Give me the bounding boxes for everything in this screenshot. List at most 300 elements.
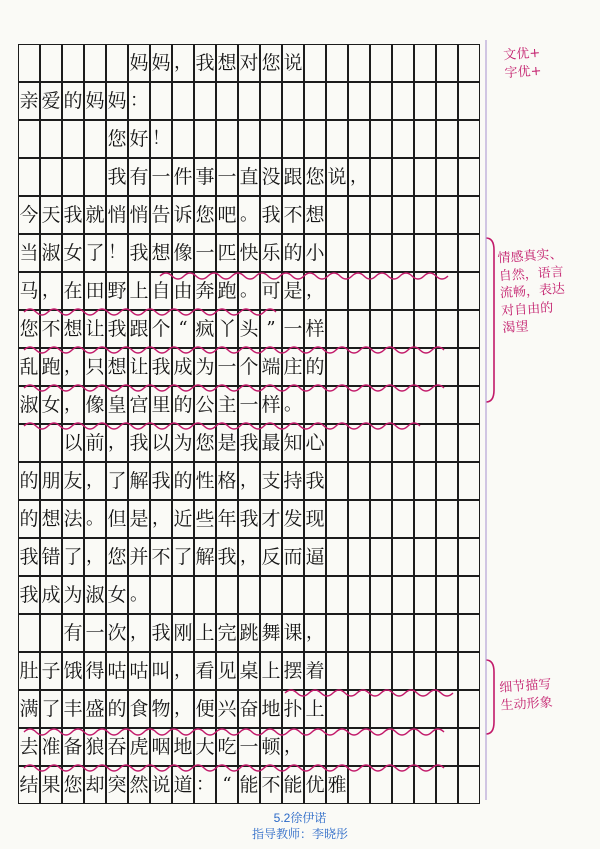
grid-cell <box>348 82 370 120</box>
grid-cell <box>458 728 480 766</box>
grid-cell <box>326 462 348 500</box>
grid-cell <box>348 196 370 234</box>
grid-cell: 了 <box>106 462 128 500</box>
grid-cell: 我 <box>260 196 282 234</box>
grid-row <box>18 386 480 424</box>
grid-cell <box>348 766 370 804</box>
grid-cell: 成 <box>172 348 194 386</box>
grid-cell <box>282 576 304 614</box>
grid-cell <box>392 538 414 576</box>
grid-cell <box>392 424 414 462</box>
grid-cell: 以 <box>62 424 84 462</box>
grid-cell <box>458 424 480 462</box>
grid-cell: 端 <box>260 348 282 386</box>
grid-cell: 奋 <box>238 690 260 728</box>
grid-row <box>18 82 480 120</box>
grid-cell: 一 <box>216 348 238 386</box>
grid-cell <box>84 120 106 158</box>
grid-cell: 您 <box>62 766 84 804</box>
grid-cell <box>238 82 260 120</box>
grid-cell: 的 <box>282 234 304 272</box>
grid-cell: ， <box>172 652 194 690</box>
grid-cell: 想 <box>40 500 62 538</box>
grid-cell <box>260 576 282 614</box>
grid-cell <box>348 728 370 766</box>
grid-cell <box>458 196 480 234</box>
grid-cell: 性 <box>194 462 216 500</box>
grid-cell: 我 <box>18 538 40 576</box>
grid-cell: 大 <box>194 728 216 766</box>
grid-cell: 才 <box>260 500 282 538</box>
grid-cell: 公 <box>194 386 216 424</box>
grid-cell <box>348 576 370 614</box>
grid-cell: 您 <box>106 120 128 158</box>
grid-cell: 对 <box>238 44 260 82</box>
grid-cell: 。 <box>238 196 260 234</box>
grid-cell <box>436 614 458 652</box>
grid-cell <box>40 614 62 652</box>
grid-cell <box>392 386 414 424</box>
grid-cell: 女 <box>40 386 62 424</box>
grid-cell: 解 <box>128 462 150 500</box>
grid-cell: 朋 <box>40 462 62 500</box>
grid-cell: 心 <box>304 424 326 462</box>
grid-cell: 地 <box>172 728 194 766</box>
grid-cell <box>458 158 480 196</box>
grid-cell: 。 <box>282 386 304 424</box>
grid-cell <box>414 728 436 766</box>
grid-cell <box>348 614 370 652</box>
grid-cell <box>392 272 414 310</box>
grid-cell: 然 <box>128 766 150 804</box>
margin-bracket <box>486 238 494 402</box>
grid-cell: 但 <box>106 500 128 538</box>
grid-cell: 皇 <box>106 386 128 424</box>
grid-cell <box>18 44 40 82</box>
grid-cell: 淑 <box>40 234 62 272</box>
grid-cell <box>18 158 40 196</box>
grid-cell <box>414 576 436 614</box>
grid-cell <box>436 348 458 386</box>
grid-cell: 的 <box>18 500 40 538</box>
grid-cell <box>370 158 392 196</box>
grid-cell: 说 <box>326 158 348 196</box>
grid-row <box>18 234 480 272</box>
grid-cell <box>414 272 436 310</box>
grid-cell <box>392 652 414 690</box>
grid-cell <box>392 310 414 348</box>
grid-cell <box>348 462 370 500</box>
grid-cell <box>414 82 436 120</box>
grid-cell: 没 <box>260 158 282 196</box>
grid-cell <box>414 424 436 462</box>
grid-cell: 小 <box>304 234 326 272</box>
grid-cell: 是 <box>282 272 304 310</box>
grid-cell: 当 <box>18 234 40 272</box>
grid-cell <box>194 82 216 120</box>
grid-cell: 桌 <box>238 652 260 690</box>
grid-cell: ， <box>128 614 150 652</box>
grid-cell: 反 <box>260 538 282 576</box>
grid-cell <box>414 500 436 538</box>
grid-cell <box>348 538 370 576</box>
grid-cell: 而 <box>282 538 304 576</box>
grid-cell <box>436 272 458 310</box>
grid-cell <box>194 120 216 158</box>
grid-cell: 看 <box>194 652 216 690</box>
grid-cell <box>370 538 392 576</box>
grid-cell: 的 <box>62 82 84 120</box>
grid-cell: ， <box>84 462 106 500</box>
grid-cell <box>304 576 326 614</box>
grid-cell: 吧 <box>216 196 238 234</box>
grid-cell: 满 <box>18 690 40 728</box>
grid-cell: 不 <box>282 196 304 234</box>
grid-cell <box>458 500 480 538</box>
grid-cell: 法 <box>62 500 84 538</box>
grid-row <box>18 424 480 462</box>
grid-cell: 里 <box>150 386 172 424</box>
grid-cell: 刚 <box>172 614 194 652</box>
grid-cell: 匹 <box>216 234 238 272</box>
grid-cell: 有 <box>128 158 150 196</box>
grid-cell <box>348 234 370 272</box>
grid-cell <box>84 44 106 82</box>
grid-cell <box>392 690 414 728</box>
grid-cell: ！ <box>106 234 128 272</box>
grid-row <box>18 690 480 728</box>
grid-cell: 主 <box>216 386 238 424</box>
grid-cell <box>370 652 392 690</box>
grid-cell: 一 <box>238 728 260 766</box>
grid-cell <box>414 310 436 348</box>
grid-cell: ， <box>84 538 106 576</box>
grid-cell <box>414 462 436 500</box>
grid-cell: 我 <box>194 44 216 82</box>
grid-cell: 友 <box>62 462 84 500</box>
grid-cell <box>458 120 480 158</box>
grid-cell <box>458 614 480 652</box>
grid-cell <box>40 44 62 82</box>
grid-cell: ， <box>238 462 260 500</box>
grid-cell: “ <box>172 310 194 348</box>
grid-cell: 近 <box>172 500 194 538</box>
grid-cell <box>304 82 326 120</box>
margin-note-detail: 细节描写 生动形象 <box>498 677 554 714</box>
grid-cell: 上 <box>128 272 150 310</box>
grid-cell <box>348 500 370 538</box>
grid-row <box>18 348 480 386</box>
margin-bracket <box>486 660 494 734</box>
grid-cell <box>326 196 348 234</box>
grid-cell <box>392 348 414 386</box>
grid-cell: ， <box>282 728 304 766</box>
grid-cell <box>282 82 304 120</box>
grid-cell <box>238 576 260 614</box>
grid-cell <box>348 424 370 462</box>
grid-cell: 一 <box>84 614 106 652</box>
grid-cell <box>348 652 370 690</box>
grid-cell: 不 <box>40 310 62 348</box>
grid-cell: 得 <box>84 652 106 690</box>
grid-cell: 跑 <box>216 272 238 310</box>
grid-cell: 能 <box>238 766 260 804</box>
grid-cell: 顿 <box>260 728 282 766</box>
grid-cell: 上 <box>194 614 216 652</box>
grid-cell <box>370 500 392 538</box>
grid-cell: 了 <box>40 690 62 728</box>
grid-cell <box>414 766 436 804</box>
grid-cell: ， <box>150 500 172 538</box>
grid-cell <box>436 82 458 120</box>
grid-cell: 能 <box>282 766 304 804</box>
grid-cell <box>458 462 480 500</box>
grid-cell: 发 <box>282 500 304 538</box>
grid-row <box>18 158 480 196</box>
grid-cell: ， <box>172 690 194 728</box>
grid-cell <box>62 44 84 82</box>
grid-cell: 最 <box>260 424 282 462</box>
grid-cell: 去 <box>18 728 40 766</box>
grid-cell: 我 <box>150 462 172 500</box>
grid-cell <box>370 82 392 120</box>
grid-cell <box>260 82 282 120</box>
grid-cell: 妈 <box>128 44 150 82</box>
grid-cell <box>238 120 260 158</box>
grid-cell <box>326 310 348 348</box>
grid-cell: 天 <box>40 196 62 234</box>
grid-cell <box>436 538 458 576</box>
grid-cell <box>458 44 480 82</box>
grid-cell <box>414 538 436 576</box>
grid-cell: 有 <box>62 614 84 652</box>
grid-cell <box>348 690 370 728</box>
grid-cell: 准 <box>40 728 62 766</box>
grid-cell: 样 <box>260 386 282 424</box>
grid-cell: 逼 <box>304 538 326 576</box>
grid-cell: 说 <box>150 766 172 804</box>
grid-cell: 子 <box>40 652 62 690</box>
grid-cell <box>348 44 370 82</box>
grid-cell: 今 <box>18 196 40 234</box>
grid-cell: 妈 <box>150 44 172 82</box>
grid-cell <box>326 234 348 272</box>
grid-cell: 扑 <box>282 690 304 728</box>
grid-cell <box>414 196 436 234</box>
grid-cell: 乱 <box>18 348 40 386</box>
grid-cell: 的 <box>18 462 40 500</box>
grid-cell: 想 <box>106 348 128 386</box>
grid-cell: 可 <box>260 272 282 310</box>
grid-cell: 兴 <box>216 690 238 728</box>
grid-cell: 我 <box>150 614 172 652</box>
grid-cell: 为 <box>194 348 216 386</box>
grid-cell: 件 <box>172 158 194 196</box>
grid-cell <box>326 120 348 158</box>
grid-cell: 只 <box>84 348 106 386</box>
grid-cell: 为 <box>172 424 194 462</box>
grid-cell: 吃 <box>216 728 238 766</box>
grid-cell: 好 <box>128 120 150 158</box>
grid-cell <box>326 728 348 766</box>
grid-cell <box>348 310 370 348</box>
grid-cell: 错 <box>40 538 62 576</box>
grid-cell <box>436 766 458 804</box>
grid-cell: ， <box>106 424 128 462</box>
grid-cell <box>392 500 414 538</box>
grid-cell <box>436 500 458 538</box>
grid-cell: 想 <box>216 44 238 82</box>
grid-cell <box>326 690 348 728</box>
grid-cell <box>348 386 370 424</box>
grid-row <box>18 44 480 82</box>
grid-cell: 丰 <box>62 690 84 728</box>
grid-cell <box>326 386 348 424</box>
grid-cell: 淑 <box>84 576 106 614</box>
grid-cell <box>436 234 458 272</box>
grid-cell: 。 <box>128 576 150 614</box>
grid-cell: ： <box>128 82 150 120</box>
grid-cell <box>348 272 370 310</box>
grid-cell <box>370 614 392 652</box>
grid-cell: 我 <box>106 310 128 348</box>
grid-cell <box>370 234 392 272</box>
grid-cell: 食 <box>128 690 150 728</box>
grid-cell <box>194 576 216 614</box>
grid-cell: 跟 <box>128 310 150 348</box>
grid-cell <box>150 82 172 120</box>
grid-cell: 丫 <box>216 310 238 348</box>
grid-cell <box>150 576 172 614</box>
grid-cell: 盛 <box>84 690 106 728</box>
grid-cell: 告 <box>150 196 172 234</box>
grid-cell <box>436 310 458 348</box>
grid-cell <box>84 158 106 196</box>
grid-cell: 的 <box>304 348 326 386</box>
grid-cell <box>392 120 414 158</box>
grid-cell: 妈 <box>84 82 106 120</box>
grid-cell <box>392 614 414 652</box>
grid-cell <box>436 690 458 728</box>
grid-cell <box>414 120 436 158</box>
grid-cell: 我 <box>128 234 150 272</box>
grid-cell <box>370 690 392 728</box>
grid-cell: 马 <box>18 272 40 310</box>
grid-cell <box>370 272 392 310</box>
grid-cell: 乐 <box>260 234 282 272</box>
grid-cell: 我 <box>62 196 84 234</box>
grid-cell: 由 <box>172 272 194 310</box>
grid-cell: 格 <box>216 462 238 500</box>
grid-cell: 您 <box>194 196 216 234</box>
grid-cell <box>458 386 480 424</box>
grid-cell: “ <box>216 766 238 804</box>
grid-cell: 摆 <box>282 652 304 690</box>
grid-row <box>18 500 480 538</box>
grid-cell: 现 <box>304 500 326 538</box>
grid-cell: ， <box>172 44 194 82</box>
grid-cell <box>414 44 436 82</box>
grid-cell <box>172 120 194 158</box>
grid-cell: 解 <box>194 538 216 576</box>
grid-cell <box>348 348 370 386</box>
grid-cell: 想 <box>62 310 84 348</box>
grid-cell <box>304 386 326 424</box>
grid-row <box>18 766 480 804</box>
grid-cell <box>458 310 480 348</box>
grid-cell: 田 <box>84 272 106 310</box>
grid-cell: 奔 <box>194 272 216 310</box>
grid-cell <box>216 576 238 614</box>
grid-cell: 自 <box>150 272 172 310</box>
grid-cell: 结 <box>18 766 40 804</box>
grid-cell: 一 <box>150 158 172 196</box>
grid-cell: 淑 <box>18 386 40 424</box>
grid-cell: 宫 <box>128 386 150 424</box>
grid-cell <box>370 386 392 424</box>
grid-cell <box>414 158 436 196</box>
grid-cell: 知 <box>282 424 304 462</box>
grid-cell: 次 <box>106 614 128 652</box>
grid-cell: 些 <box>194 500 216 538</box>
grid-cell: 您 <box>106 538 128 576</box>
grid-cell <box>326 272 348 310</box>
grid-cell <box>392 728 414 766</box>
grid-cell: 上 <box>260 652 282 690</box>
grid-cell: 一 <box>194 234 216 272</box>
grid-cell <box>392 576 414 614</box>
grid-cell <box>414 614 436 652</box>
grid-cell: 我 <box>216 538 238 576</box>
grid-cell: 咽 <box>150 728 172 766</box>
grid-cell <box>370 44 392 82</box>
grid-cell <box>458 538 480 576</box>
grid-cell: 个 <box>150 310 172 348</box>
grid-cell: 成 <box>40 576 62 614</box>
manuscript-grid <box>18 44 480 806</box>
grid-cell: 虎 <box>128 728 150 766</box>
grid-cell: 不 <box>260 766 282 804</box>
grid-cell: 亲 <box>18 82 40 120</box>
grid-cell <box>392 462 414 500</box>
grid-cell <box>436 576 458 614</box>
grid-cell: 道 <box>172 766 194 804</box>
grid-cell: 庄 <box>282 348 304 386</box>
grid-cell <box>326 576 348 614</box>
grid-cell: 在 <box>62 272 84 310</box>
grid-cell <box>326 348 348 386</box>
grid-row <box>18 576 480 614</box>
grid-cell <box>18 424 40 462</box>
grid-cell <box>458 766 480 804</box>
grid-cell: 吞 <box>106 728 128 766</box>
grid-cell <box>458 576 480 614</box>
grid-cell: 便 <box>194 690 216 728</box>
grid-cell <box>62 158 84 196</box>
grid-cell: 您 <box>194 424 216 462</box>
grid-cell: 我 <box>304 462 326 500</box>
grid-cell: ” <box>260 310 282 348</box>
grid-cell: 跳 <box>238 614 260 652</box>
grid-cell: 狼 <box>84 728 106 766</box>
grid-cell <box>414 652 436 690</box>
grid-cell <box>370 728 392 766</box>
grid-cell <box>370 196 392 234</box>
grid-cell: 爱 <box>40 82 62 120</box>
grid-cell <box>40 120 62 158</box>
grid-cell <box>326 424 348 462</box>
grid-cell <box>392 158 414 196</box>
